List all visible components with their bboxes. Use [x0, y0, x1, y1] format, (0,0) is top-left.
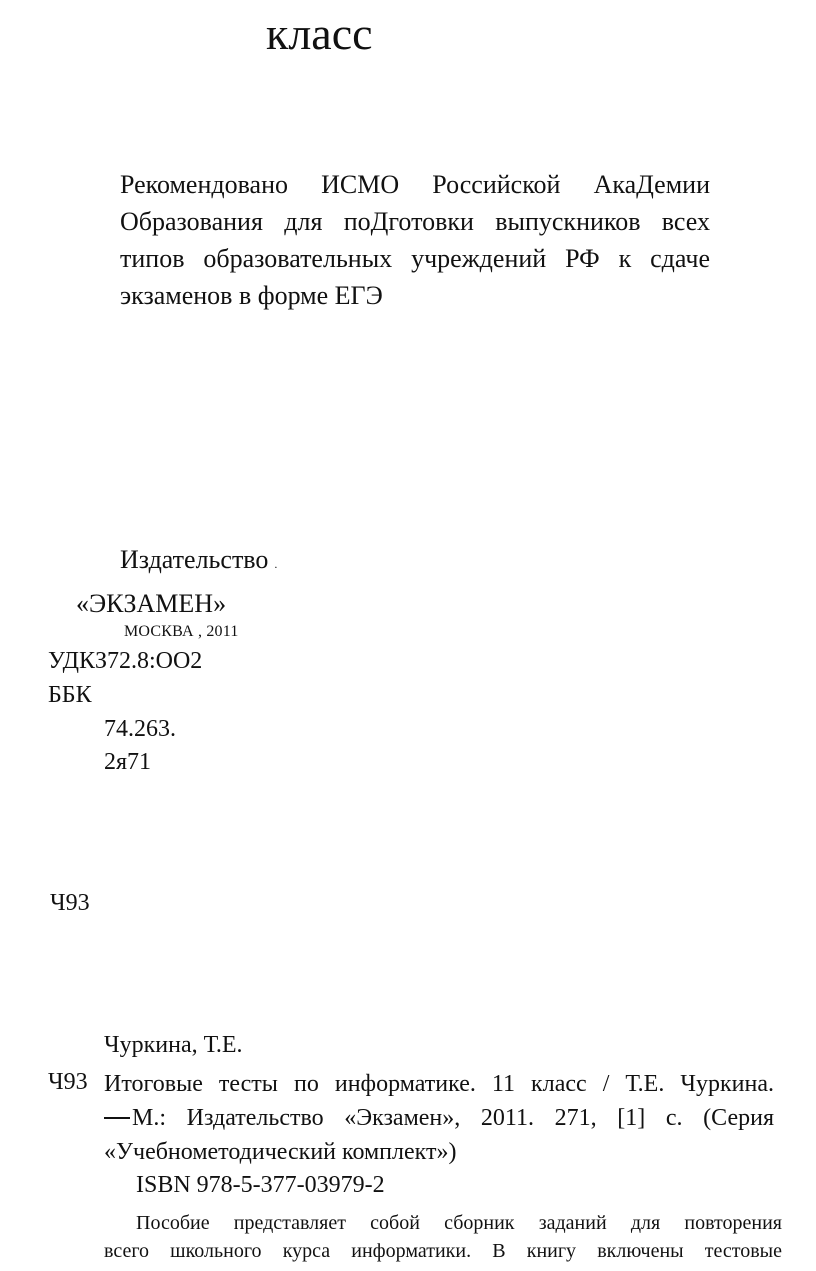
recommendation-block: [120, 166, 710, 314]
publisher-label-text: Издательство: [120, 545, 269, 574]
recommendation-line: Рекомендовано ИСМО Российской АкаДемии: [120, 170, 710, 199]
dash-mark: [104, 1117, 130, 1119]
publisher-dot: .: [274, 557, 278, 571]
author-name: Чуркина, Т.Е.: [104, 1032, 243, 1058]
recommendation-line: типов образовательных учреждений РФ к сдаче: [120, 244, 710, 273]
udk-code: УДКЗ72.8:OO2: [48, 648, 203, 674]
author-mark: Ч93: [50, 890, 90, 916]
bib-line-wrap: [104, 1101, 774, 1135]
recommendation-line: Образования для поДготовки выпускников всех: [120, 207, 710, 236]
bib-line: Итоговые тесты по информатике. 11 класс / Т.Е. Чуркина.: [104, 1071, 774, 1097]
author-mark-inline: Ч93: [48, 1069, 88, 1095]
annotation-line: Пособие представляет собой сборник заданий для повторения: [136, 1212, 782, 1234]
publisher-name: «ЭКЗАМЕН»: [76, 589, 227, 618]
bbk-code-line1: 74.263.: [104, 716, 176, 742]
annotation-line: всего школьного курса информатики. В книгу включены тестовые: [104, 1240, 782, 1262]
bibliographic-description: [104, 1067, 774, 1169]
recommendation-line: экзаменов в форме ЕГЭ: [120, 281, 383, 310]
publisher-label: [120, 544, 277, 580]
bbk-label: ББК: [48, 682, 92, 708]
publisher-city-year: МОСКВА , 2011: [124, 623, 239, 640]
bib-line: М.: Издательство «Экзамен», 2011. 271, [1] с. (Серия: [132, 1105, 774, 1131]
isbn: ISBN 978-5-377-03979-2: [136, 1172, 385, 1198]
bib-line: «Учебнометодический комплект»): [104, 1139, 457, 1165]
annotation-block: [104, 1209, 782, 1265]
page-heading: класс: [266, 8, 373, 59]
bbk-code-line2: 2я71: [104, 749, 152, 775]
